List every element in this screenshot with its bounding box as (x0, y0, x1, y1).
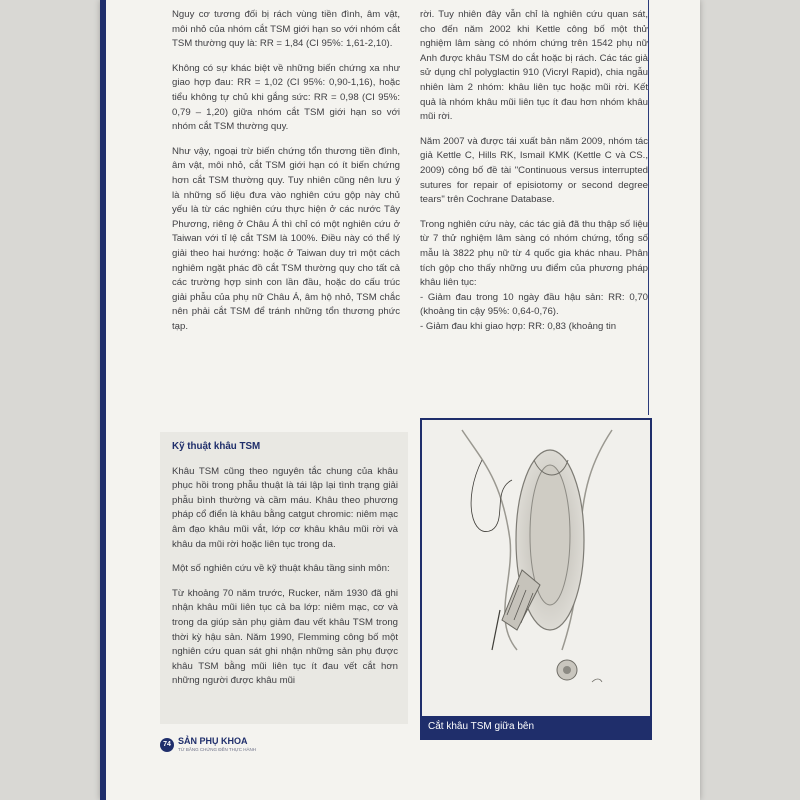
technique-box (160, 432, 408, 724)
bullet-item: - Giảm đau khi giao hợp: RR: 0,83 (khoảng tin (420, 320, 617, 332)
paragraph: Không có sự khác biệt về những biến chứng xa như giao hợp đau: RR = 1,02 (CI 95%: 0,90-1,16), hoặc tiểu không tự chủ khi gắng sức: RR = 0,98 (CI 95%: 0,79 – 1,20) giữa nhóm cắt TSM giới hạn so với nhóm cắt TSM thường quy. (172, 62, 400, 133)
figure-caption: Cắt khâu TSM giữa bên (422, 716, 650, 738)
paragraph: Như vậy, ngoại trừ biến chứng tổn thương tiền đình, âm vật, môi nhỏ, cắt TSM giới hạn có ít biến chứng hơn cắt TSM thường quy. Tuy nhiên cũng nên lưu ý là những số liệu đưa vào nghiên cứu gộp này chủ yếu là từ các nghiên cứu thực hiện ở các nước Tây Phương, riêng ở Châu Á thì chỉ có một nghiên cứu ở Taiwan với tỉ lệ cắt TSM là 100%. Điều này có thể lý giải theo hai hướng: hoặc ở Taiwan duy trì một cách nghiêm ngặt phác đồ cắt TSM thường quy cho tất cả các trường hợp sinh con lần đầu, hoặc do cấu trúc giải phẫu của phụ nữ Châu Á, âm hộ nhỏ, TSM chắc nên phải cắt TSM để tránh những tổn thương phức tạp. (172, 145, 400, 332)
paragraph: Từ khoảng 70 năm trước, Rucker, năm 1930 đã ghi nhận khâu mũi liên tục cả ba lớp: niêm mạc, cơ và trong da giúp sản phụ giảm đau vết khâu TSM trong thời kỳ hậu sản. Năm 1990, Flemming công bố một nghiên cứu quan sát ghi nhận những sản phụ được khâu TSM bằng mũi liên tục ít đau vết cắt hơn những người được khâu mũi (172, 587, 398, 687)
paragraph: rời. Tuy nhiên đây vẫn chỉ là nghiên cứu quan sát, cho đến năm 2002 khi Kettle công bố một thử nghiệm lâm sàng có nhóm chứng trên 1542 phụ nữ Anh được khâu TSM do cắt hoặc bị rách. Các tác giả sử dụng chỉ polyglactin 910 (Vicryl Rapid), chia ngẫu nhiên làm 2 nhóm: khâu liên tục hoặc mũi rời. Kết quả là nhóm khâu mũi liên tục ít đau hơn nhóm khâu mũi rời. (420, 9, 648, 123)
column-border (648, 0, 649, 415)
publication-name: SẢN PHỤ KHOA (178, 736, 248, 746)
page-number: 74 (160, 738, 174, 752)
paragraph: Một số nghiên cứu về kỹ thuật khâu tầng sinh môn: (172, 563, 390, 575)
left-column (172, 8, 400, 344)
right-column (420, 8, 648, 334)
episiotomy-suture-drawing-icon (422, 420, 650, 716)
box-heading: Kỹ thuật khâu TSM (172, 441, 261, 452)
publication-subtitle: TỪ BẰNG CHỨNG ĐẾN THỰC HÀNH (178, 747, 256, 752)
paragraph: Trong nghiên cứu này, các tác giả đã thu thập số liệu từ 7 thử nghiệm lâm sàng có nhóm chứng, tổng số mẫu là 3822 phụ nữ từ 4 quốc gia khác nhau. Phân tích gộp cho thấy những ưu điểm của phương pháp khâu liên tục: (420, 218, 648, 289)
figure (420, 418, 652, 740)
page-edge-bar (100, 0, 106, 800)
paragraph: Nguy cơ tương đối bị rách vùng tiền đình, âm vật, môi nhỏ của nhóm cắt TSM giới hạn so với nhóm cắt TSM thường quy là: RR = 1,84 (CI 95%: 1,61-2,10). (172, 9, 400, 50)
paragraph: Khâu TSM cũng theo nguyên tắc chung của khâu phục hồi trong phẫu thuật là tái lập lại tình trạng giải phẫu bình thường và cầm máu. Khâu theo phương pháp cổ điển là khâu bằng catgut chromic: niêm mạc âm đạo khâu mũi vắt, lớp cơ khâu khâu mũi rời và khâu da mũi rời hoặc liên tục trong da. (172, 465, 398, 550)
paragraph: Năm 2007 và được tái xuất bản năm 2009, nhóm tác giả Kettle C, Hills RK, Ismail KMK (Kettle C và CS., 2009) công bố đề tài "Continuous versus interrupted sutures for repair of episiotomy or second degree tears" trên Cochrane Database. (420, 135, 648, 206)
bullet-item: - Giảm đau trong 10 ngày đầu hậu sản: RR: 0,70 (khoảng tin cậy 95%: 0,64-0,76). (420, 291, 648, 318)
